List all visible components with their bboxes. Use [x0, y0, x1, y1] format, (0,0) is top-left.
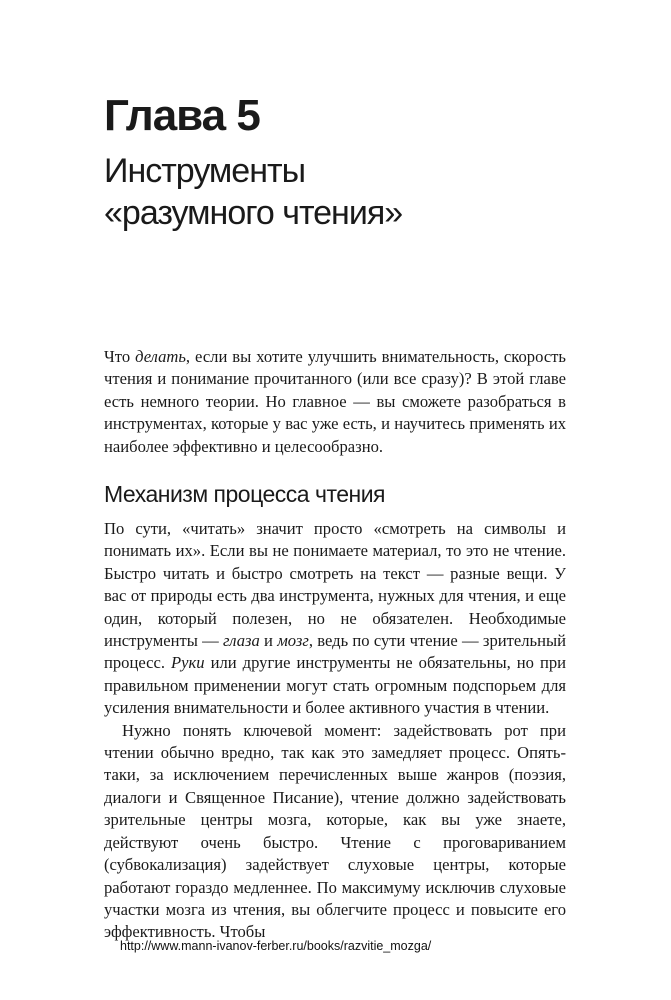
body-p1-text-g: или другие инструменты не обязательны, но при правильном применении могут стать огромным подспорьем для усиления внимательности и более активного участия в чтении. — [104, 653, 566, 718]
chapter-title-line-1: Инструменты — [104, 152, 306, 190]
intro-text-1: Что — [104, 347, 136, 366]
intro-text-2: , если вы хотите улучшить внимательность, скорость чтения и понимание прочитанного (или все сразу)? В этой главе есть немного теории. Но главное — вы сможете разобраться в инструментах, которые у вас уже есть, и научитесь применять их наиболее эффективно и целесообразно. — [104, 347, 567, 456]
body-paragraph-1 — [104, 518, 566, 720]
body-p1-text-c: и — [259, 631, 278, 651]
section-body — [104, 518, 566, 944]
chapter-title-line-2: «разумного чтения» — [104, 194, 403, 232]
chapter-label: Глава 5 — [104, 91, 260, 140]
body-p1-text-e: , ведь по сути чтение — зрительный процесс. — [104, 631, 566, 673]
body-p1-text-a: По сути, «читать» значит просто «смотреть на символы и понимать их». Если вы не понимаете материал, то это не чтение. Быстро читать и быстро смотреть на текст — разные вещи. У вас от природы есть два инструмента, нужных для чтения, и еще один, который полезен, но не обязателен. Необходимые инструменты — — [104, 519, 566, 651]
body-p1-emphasis-ruki: Руки — [171, 653, 205, 673]
section-heading: Механизм процесса чтения — [104, 481, 386, 507]
intro-emphasis-delat: делать — [135, 347, 186, 366]
body-paragraph-2: Нужно понять ключевой момент: задействовать рот при чтении обычно вредно, так как это замедляет процесс. Опять-таки, за исключением перечисленных выше жанров (поэзия, диалоги и Священное Писание), чтение должно задействовать зрительные центры мозга, которые, как вы уже знаете, действуют очень быстро. Чтение с проговариванием (субвокализация) задействует слуховые центры, которые работают гораздо медленнее. По максимуму исключив слуховые участки мозга из чтения, вы облегчите процесс и повысите его эффективность. Чтобы — [104, 720, 566, 942]
chapter-title — [104, 150, 584, 234]
body-p1-emphasis-mozg: мозг — [277, 631, 309, 651]
body-p1-emphasis-glaza: глаза — [223, 631, 260, 651]
intro-paragraph — [104, 346, 566, 458]
footer-url[interactable]: http://www.mann-ivanov-ferber.ru/books/razvitie_mozga/ — [120, 939, 432, 953]
